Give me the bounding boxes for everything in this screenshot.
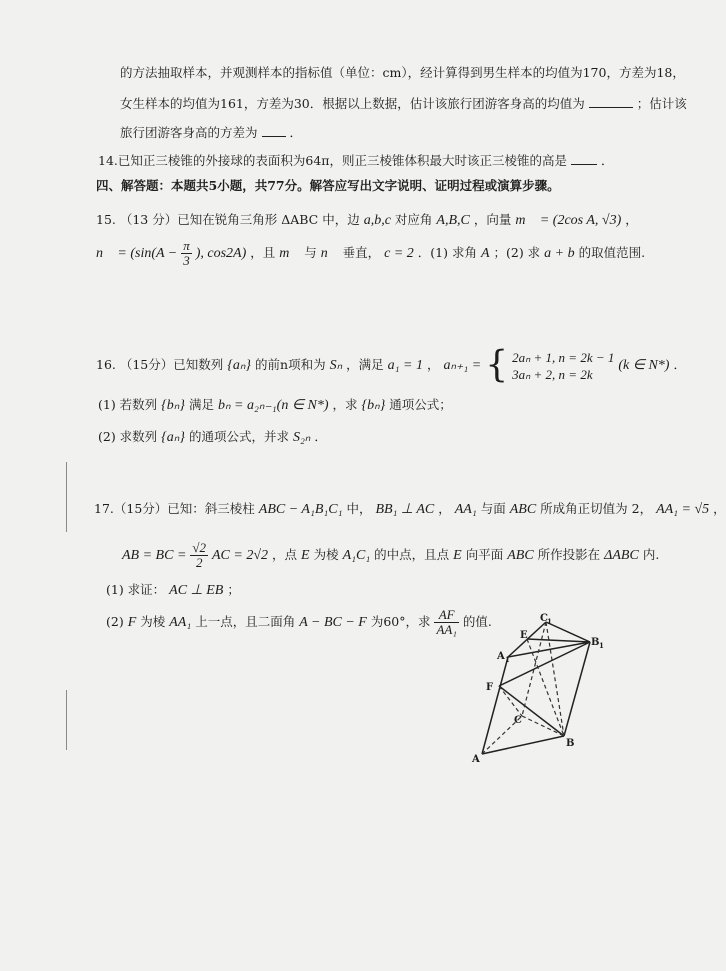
p16-q1-def: bₙ = a₂ₙ₋₁(n ∈ N*) xyxy=(217,398,329,413)
p17-t8: 为棱 xyxy=(313,547,339,562)
frac-num: π xyxy=(183,238,190,253)
ratio-den: AA₁ xyxy=(436,622,457,637)
margin-line-2 xyxy=(66,690,67,750)
p16-seq-a: {aₙ} xyxy=(227,358,252,373)
segment-FB1 xyxy=(499,642,590,686)
p17-prism: ABC − A₁B₁C₁ xyxy=(258,502,343,517)
p15-vector-n-end: ), cos2A) xyxy=(195,246,247,261)
p16-q2-t3: ． xyxy=(314,429,327,444)
p17-A1C1: A₁C₁ xyxy=(342,548,371,563)
ratio-num: AF xyxy=(434,608,458,623)
case-even: 3aₙ + 2, n = 2k xyxy=(512,366,593,382)
problem-17-q1 xyxy=(106,581,240,600)
left-brace: { xyxy=(485,344,509,386)
p16-q1-t3: ，求 xyxy=(332,397,358,412)
p16-Sn: Sₙ xyxy=(329,358,343,373)
frac-den: 3 xyxy=(183,253,190,268)
edge-C1B1 xyxy=(546,622,590,642)
p17-t12: 内. xyxy=(642,547,660,562)
p15-vector-m: m⃗ = (2cos A, √3) xyxy=(515,213,622,228)
p15-c-eq: c = 2 xyxy=(384,246,414,261)
p16-q1-t1: (1) 若数列 xyxy=(98,397,158,412)
problem-13-text-2b: ；估计该 xyxy=(636,96,687,111)
p17-eq-end: AC = 2√2 xyxy=(212,548,269,563)
frac-num: √2 xyxy=(192,540,207,555)
p17-eq-start: AB = BC = xyxy=(122,548,187,563)
p15-t2: 对应角 xyxy=(394,212,433,227)
p17-t9: 的中点，且点 xyxy=(374,547,450,562)
p15-n: n⃗ xyxy=(320,246,339,261)
p17-q2-AA1: AA₁ xyxy=(169,615,192,630)
edge-BB1 xyxy=(564,642,590,736)
problem-17-line-2 xyxy=(122,538,659,573)
hidden-segment-C1B xyxy=(546,622,564,736)
p17-q2-dihedral: A − BC − F xyxy=(299,615,367,630)
p15-t10: 的取值范围. xyxy=(578,245,646,260)
answer-blank-variance xyxy=(262,124,286,137)
p17-t7: ，点 xyxy=(272,547,298,562)
p15-sides: a,b,c xyxy=(363,213,391,228)
problem-13-line-1 xyxy=(120,64,685,82)
p17-t4: 与面 xyxy=(480,501,506,516)
p15-t9: ；(2) 求 xyxy=(493,245,541,260)
p15-t3: ，向量 xyxy=(473,212,512,227)
label-F: F xyxy=(486,682,494,693)
problem-14-text: 14.已知正三棱锥的外接球的表面积为64π，则正三棱锥体积最大时该正三棱锥的高是 xyxy=(98,153,568,168)
case-odd: 2aₙ + 1, n = 2k − 1 xyxy=(512,349,615,365)
problem-15-line-2 xyxy=(96,238,645,269)
problem-13-line-3 xyxy=(120,124,302,142)
sub-B1: 1 xyxy=(599,641,604,650)
p16-q2-t1: (2) 求数列 xyxy=(98,429,158,444)
edge-AB xyxy=(482,736,564,754)
p16-t3: ，满足 xyxy=(346,357,384,372)
p16-k-domain: (k ∈ N*) xyxy=(618,358,670,373)
problem-14 xyxy=(98,152,614,170)
problem-13-text-1: 的方法抽取样本，并观测样本的指标值（单位：cm），经计算得到男生样本的均值为170，方差为18， xyxy=(120,65,685,80)
p15-t8: ．(1) 求角 xyxy=(417,245,477,260)
p15-A: A xyxy=(480,246,490,261)
p15-a-plus-b: a + b xyxy=(544,246,575,261)
problem-13-text-2a: 女生样本的均值为161，方差为30．根据以上数据，估计该旅行团游客身高的均值为 xyxy=(120,96,585,111)
p17-E2: E xyxy=(453,548,462,563)
p15-m: m⃗ xyxy=(279,246,301,261)
p17-AA1: AA₁ xyxy=(454,502,477,517)
prism-figure xyxy=(470,612,615,764)
p16-t5: ． xyxy=(673,357,686,372)
segment-EB1 xyxy=(527,639,590,642)
problem-17-line-1 xyxy=(94,500,726,519)
p16-recurrence-lhs: aₙ₊₁ = xyxy=(443,358,482,373)
p16-q2-an: {aₙ} xyxy=(161,430,185,445)
label-A: A xyxy=(472,754,480,765)
p15-vector-n-start: n⃗ = (sin(A − xyxy=(96,246,178,261)
p17-q1-t2: ； xyxy=(227,582,240,597)
section-4-text: 四、解答题：本题共5小题，共77分。解答应写出文字说明、证明过程或演算步骤。 xyxy=(96,178,560,193)
problem-13-text-3a: 旅行团游客身高的方差为 xyxy=(120,125,258,140)
p15-t1: 15. （13 分）已知在锐角三角形 ΔABC 中，边 xyxy=(96,212,360,227)
p15-t7: 垂直， xyxy=(342,245,381,260)
p17-q1-t1: (1) 求证： xyxy=(106,582,166,597)
p17-t10: 向平面 xyxy=(465,547,504,562)
p17-t1: 17.（15分）已知：斜三棱柱 xyxy=(94,501,255,516)
p17-q2-t4: 的值. xyxy=(462,614,492,629)
p17-ABC2: ABC xyxy=(507,548,534,563)
ratio-fraction xyxy=(434,608,458,637)
p16-q2-t2: 的通项公式，并求 xyxy=(188,429,289,444)
problem-14-end: ． xyxy=(600,153,614,168)
p17-q2-num: (2) xyxy=(106,614,124,629)
p17-q2-F: F xyxy=(127,615,137,630)
sqrt2-over-2-fraction xyxy=(190,541,208,570)
label-C: C xyxy=(514,715,522,726)
p17-perp1: BB₁ ⊥ AC xyxy=(375,502,435,517)
problem-13-text-3b: ． xyxy=(289,125,302,140)
p16-q1-bn2: {bₙ} xyxy=(361,398,386,413)
p17-triangle: ΔABC xyxy=(604,548,639,563)
problem-17-q2 xyxy=(106,605,492,640)
p16-q1-t4: 通项公式； xyxy=(389,397,452,412)
sub-A1: 1 xyxy=(505,655,510,664)
p17-q1-perp: AC ⊥ EB xyxy=(169,583,224,598)
p17-E: E xyxy=(301,548,310,563)
label-C1: C xyxy=(540,613,548,624)
p17-ABC: ABC xyxy=(509,502,537,517)
p16-q1-bn: {bₙ} xyxy=(161,398,185,413)
edge-AA1 xyxy=(482,657,508,754)
p16-q2-S2n: S₂ₙ xyxy=(292,430,311,445)
label-A1: A xyxy=(497,651,505,662)
margin-line-1 xyxy=(66,462,67,532)
p17-t5: 所成角正切值为 2， xyxy=(540,501,653,516)
problem-16-q1 xyxy=(98,396,452,415)
label-E: E xyxy=(520,630,528,641)
label-B1: B xyxy=(591,637,600,648)
p16-a1: a₁ = 1 xyxy=(387,358,423,373)
p17-t11: 所作投影在 xyxy=(537,547,601,562)
p17-t2: 中， xyxy=(346,501,372,516)
p17-q2-t2: 上一点，且二面角 xyxy=(195,614,296,629)
p17-t6: ， xyxy=(713,501,726,516)
problem-15-line-1 xyxy=(96,211,638,230)
problem-16-q2 xyxy=(98,428,327,447)
answer-blank-mean xyxy=(589,95,633,108)
label-B: B xyxy=(566,738,575,749)
p17-t3: ， xyxy=(438,501,451,516)
frac-den: 2 xyxy=(195,555,203,570)
p16-t4: ， xyxy=(426,357,440,372)
p15-angles: A,B,C xyxy=(436,213,470,228)
problem-13-line-2 xyxy=(120,95,687,113)
p16-t1: 16. （15分）已知数列 xyxy=(96,357,224,372)
problem-16-line-1 xyxy=(96,345,686,386)
p16-t2: 的前n项和为 xyxy=(255,357,326,372)
p17-q2-t1: 为棱 xyxy=(140,614,166,629)
p15-t5: ，且 xyxy=(250,245,276,260)
answer-blank-height xyxy=(571,152,597,165)
p16-q1-t2: 满足 xyxy=(188,397,214,412)
p15-t6: 与 xyxy=(304,245,317,260)
p17-AA1-len: AA₁ = √5 xyxy=(656,502,710,517)
p15-t4: ， xyxy=(625,212,638,227)
piecewise-cases xyxy=(512,349,614,383)
pi-over-3-fraction xyxy=(181,239,192,268)
p17-q2-t3: 为60°，求 xyxy=(370,614,431,629)
sub-C1: 1 xyxy=(547,617,552,626)
section-4-heading xyxy=(96,177,560,195)
